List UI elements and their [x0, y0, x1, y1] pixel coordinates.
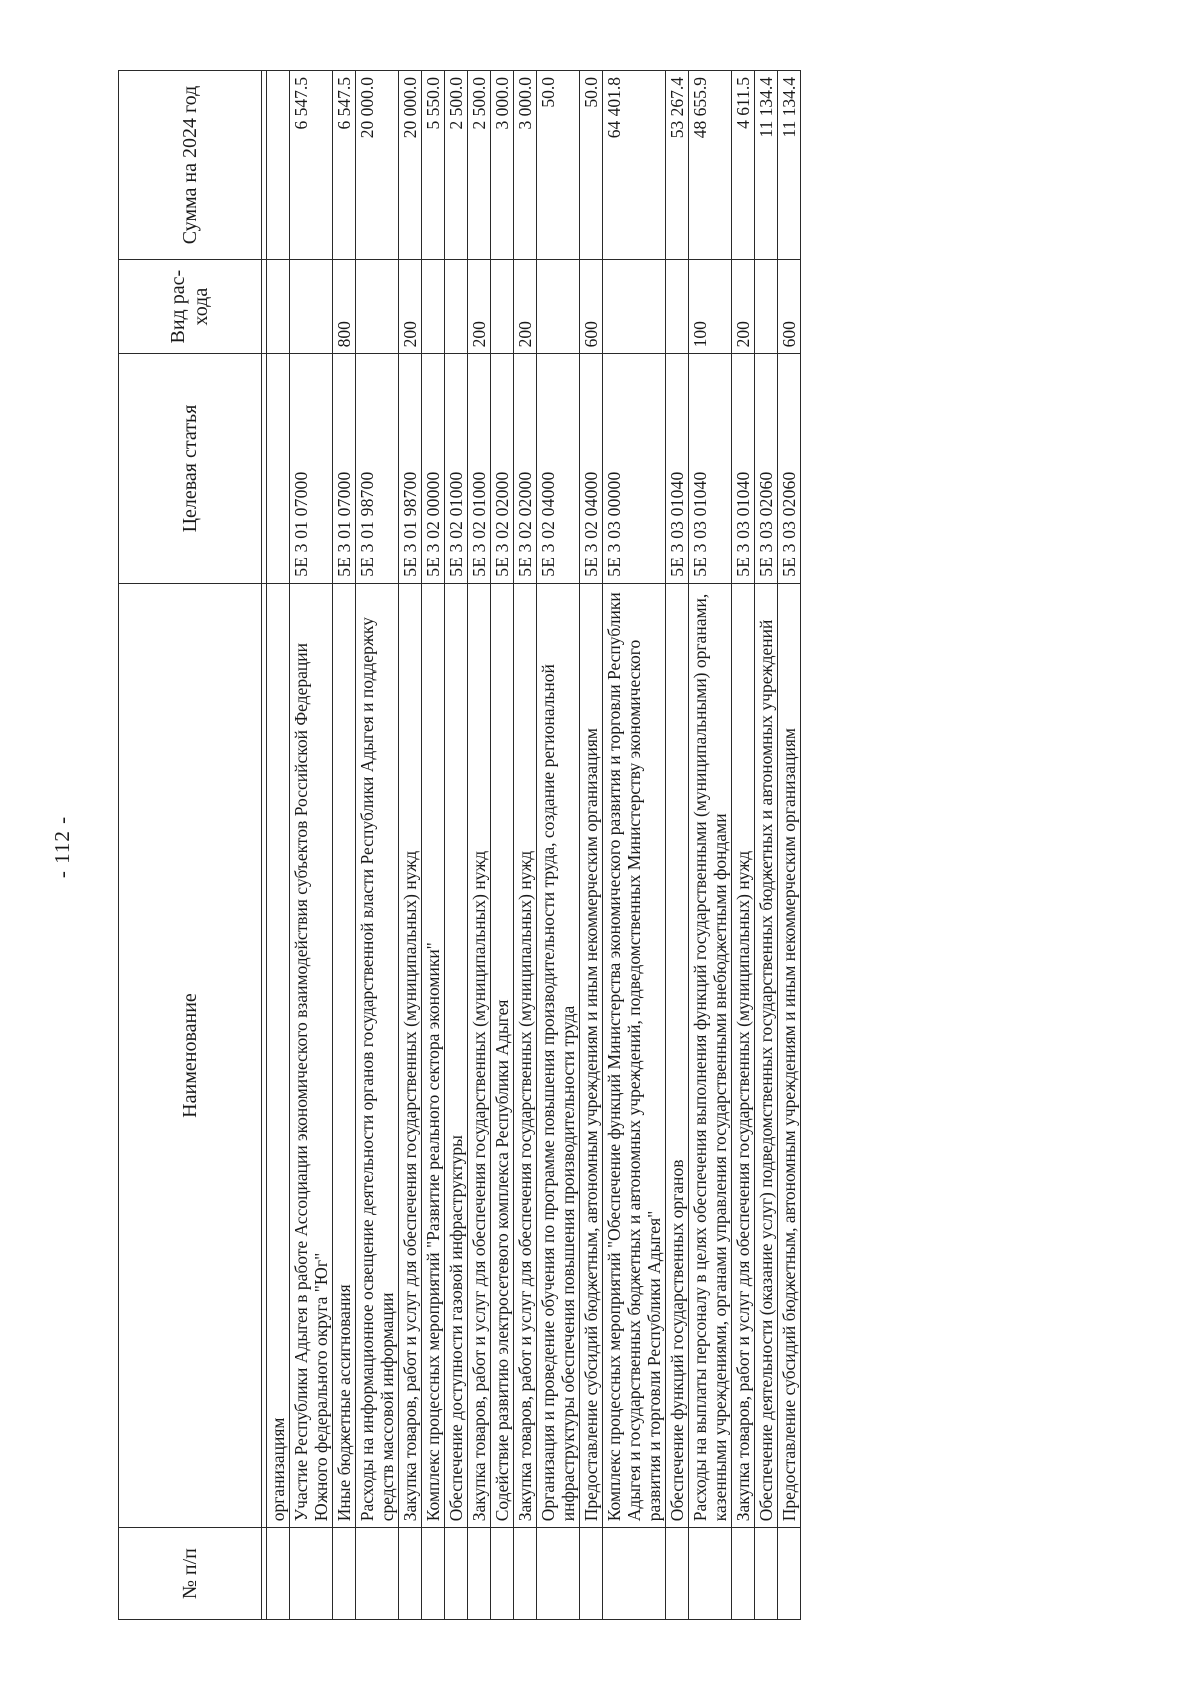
row-target-cell: 5Е 3 03 02060 — [755, 354, 778, 583]
row-number-cell — [468, 1528, 491, 1620]
row-kind-cell: 600 — [580, 259, 603, 353]
row-number-cell — [666, 1528, 689, 1620]
row-sum-cell: 6 547.5 — [290, 71, 333, 260]
row-target-cell: 5Е 3 03 00000 — [603, 354, 666, 583]
row-number-cell — [755, 1528, 778, 1620]
row-number-cell — [422, 1528, 445, 1620]
table-row — [422, 71, 445, 1620]
row-number-cell — [356, 1528, 399, 1620]
row-kind-cell — [603, 259, 666, 353]
row-target-cell: 5Е 3 01 07000 — [290, 354, 333, 583]
row-target-cell: 5Е 3 03 02060 — [778, 354, 801, 583]
table-row — [580, 71, 603, 1620]
row-target-cell: 5Е 3 01 07000 — [333, 354, 356, 583]
row-sum-cell: 6 547.5 — [333, 71, 356, 260]
row-name-cell: Участие Республики Адыгея в работе Ассоциации экономического взаимодействия субъектов Российской Федерации Южного федерального округа "Юг" — [290, 583, 333, 1528]
row-number-cell — [333, 1528, 356, 1620]
row-sum-cell: 2 500.0 — [445, 71, 468, 260]
table-row — [689, 71, 732, 1620]
row-sum-cell: 20 000.0 — [356, 71, 399, 260]
row-target-cell: 5Е 3 02 02000 — [514, 354, 537, 583]
row-kind-cell: 800 — [333, 259, 356, 353]
row-number-cell — [603, 1528, 666, 1620]
row-name-cell: Содействие развитию электросетевого комплекса Республики Адыгея — [491, 583, 514, 1528]
row-target-cell: 5Е 3 03 01040 — [732, 354, 755, 583]
budget-table-sheet — [118, 70, 982, 1620]
row-target-cell: 5Е 3 02 00000 — [422, 354, 445, 583]
row-kind-cell — [666, 259, 689, 353]
header-kind: Вид рас- хода — [119, 259, 262, 353]
row-sum-cell: 11 134.4 — [778, 71, 801, 260]
row-sum-cell: 50.0 — [537, 71, 580, 260]
row-number-cell — [537, 1528, 580, 1620]
table-row — [267, 71, 290, 1620]
row-name-cell: Расходы на информационное освещение деятельности органов государственной власти Республики Адыгея и поддержку средств массовой информации — [356, 583, 399, 1528]
row-kind-cell: 200 — [399, 259, 422, 353]
row-number-cell — [445, 1528, 468, 1620]
row-sum-cell: 11 134.4 — [755, 71, 778, 260]
table-row — [778, 71, 801, 1620]
table-row — [356, 71, 399, 1620]
row-target-cell: 5Е 3 02 01000 — [445, 354, 468, 583]
header-name: Наименование — [119, 583, 262, 1528]
row-sum-cell — [267, 71, 290, 260]
row-kind-cell — [491, 259, 514, 353]
row-sum-cell: 5 550.0 — [422, 71, 445, 260]
table-row — [399, 71, 422, 1620]
row-kind-cell: 100 — [689, 259, 732, 353]
row-sum-cell: 50.0 — [580, 71, 603, 260]
row-kind-cell — [290, 259, 333, 353]
table-row — [333, 71, 356, 1620]
row-kind-cell — [755, 259, 778, 353]
row-number-cell — [778, 1528, 801, 1620]
table-row — [755, 71, 778, 1620]
row-target-cell: 5Е 3 03 01040 — [666, 354, 689, 583]
row-kind-cell — [267, 259, 290, 353]
row-name-cell: Комплекс процессных мероприятий "Развитие реального сектора экономики" — [422, 583, 445, 1528]
row-kind-cell — [445, 259, 468, 353]
table-row — [666, 71, 689, 1620]
table-row — [537, 71, 580, 1620]
header-num: № п/п — [119, 1528, 262, 1620]
row-number-cell — [514, 1528, 537, 1620]
table-body — [267, 71, 801, 1620]
row-target-cell: 5Е 3 02 04000 — [537, 354, 580, 583]
row-sum-cell: 53 267.4 — [666, 71, 689, 260]
row-number-cell — [267, 1528, 290, 1620]
row-target-cell: 5Е 3 03 01040 — [689, 354, 732, 583]
row-kind-cell — [356, 259, 399, 353]
row-number-cell — [580, 1528, 603, 1620]
row-name-cell: организациям — [267, 583, 290, 1528]
row-sum-cell: 3 000.0 — [491, 71, 514, 260]
table-row — [491, 71, 514, 1620]
row-number-cell — [399, 1528, 422, 1620]
header-row — [119, 71, 262, 1620]
budget-table — [118, 70, 801, 1620]
row-kind-cell: 200 — [468, 259, 491, 353]
row-name-cell: Закупка товаров, работ и услуг для обеспечения государственных (муниципальных) нужд — [732, 583, 755, 1528]
page-number: - 112 - — [50, 815, 74, 879]
row-name-cell: Расходы на выплаты персоналу в целях обеспечения выполнения функций государственными (муниципальными) органами, казенными учреждениями, органами управления государственными внебюджетными фондами — [689, 583, 732, 1528]
table-row — [732, 71, 755, 1620]
row-name-cell: Обеспечение деятельности (оказание услуг) подведомственных государственных бюджетных и автономных учреждений — [755, 583, 778, 1528]
row-sum-cell: 4 611.5 — [732, 71, 755, 260]
row-sum-cell: 3 000.0 — [514, 71, 537, 260]
row-number-cell — [689, 1528, 732, 1620]
table-row — [514, 71, 537, 1620]
row-name-cell: Закупка товаров, работ и услуг для обеспечения государственных (муниципальных) нужд — [514, 583, 537, 1528]
table-row — [290, 71, 333, 1620]
table-row — [468, 71, 491, 1620]
row-name-cell: Закупка товаров, работ и услуг для обеспечения государственных (муниципальных) нужд — [468, 583, 491, 1528]
row-kind-cell — [537, 259, 580, 353]
row-number-cell — [290, 1528, 333, 1620]
row-name-cell: Предоставление субсидий бюджетным, автономным учреждениям и иным некоммерческим организациям — [778, 583, 801, 1528]
row-sum-cell: 2 500.0 — [468, 71, 491, 260]
row-kind-cell: 200 — [514, 259, 537, 353]
header-sum: Сумма на 2024 год — [119, 71, 262, 260]
row-name-cell: Обеспечение функций государственных органов — [666, 583, 689, 1528]
row-kind-cell: 600 — [778, 259, 801, 353]
row-name-cell: Закупка товаров, работ и услуг для обеспечения государственных (муниципальных) нужд — [399, 583, 422, 1528]
row-target-cell: 5Е 3 01 98700 — [399, 354, 422, 583]
table-row — [445, 71, 468, 1620]
table-row — [603, 71, 666, 1620]
row-target-cell: 5Е 3 01 98700 — [356, 354, 399, 583]
row-sum-cell: 48 655.9 — [689, 71, 732, 260]
row-number-cell — [732, 1528, 755, 1620]
row-target-cell: 5Е 3 02 01000 — [468, 354, 491, 583]
row-sum-cell: 20 000.0 — [399, 71, 422, 260]
row-target-cell: 5Е 3 02 04000 — [580, 354, 603, 583]
row-name-cell: Иные бюджетные ассигнования — [333, 583, 356, 1528]
row-kind-cell — [422, 259, 445, 353]
row-kind-cell: 200 — [732, 259, 755, 353]
row-name-cell: Организация и проведение обучения по программе повышения производительности труда, создание региональной инфраструктуры обеспечения повышения производительности труда — [537, 583, 580, 1528]
row-number-cell — [491, 1528, 514, 1620]
row-target-cell — [267, 354, 290, 583]
row-target-cell: 5Е 3 02 02000 — [491, 354, 514, 583]
row-name-cell: Предоставление субсидий бюджетным, автономным учреждениям и иным некоммерческим организациям — [580, 583, 603, 1528]
row-name-cell: Обеспечение доступности газовой инфраструктуры — [445, 583, 468, 1528]
row-name-cell: Комплекс процессных мероприятий "Обеспечение функций Министерства экономического развития и торговли Республики Адыгея и государственных бюджетных и автономных учреждений, подведомственных Министерству экономического развития и торговли Республики Адыгея" — [603, 583, 666, 1528]
row-sum-cell: 64 401.8 — [603, 71, 666, 260]
header-target: Целевая статья — [119, 354, 262, 583]
